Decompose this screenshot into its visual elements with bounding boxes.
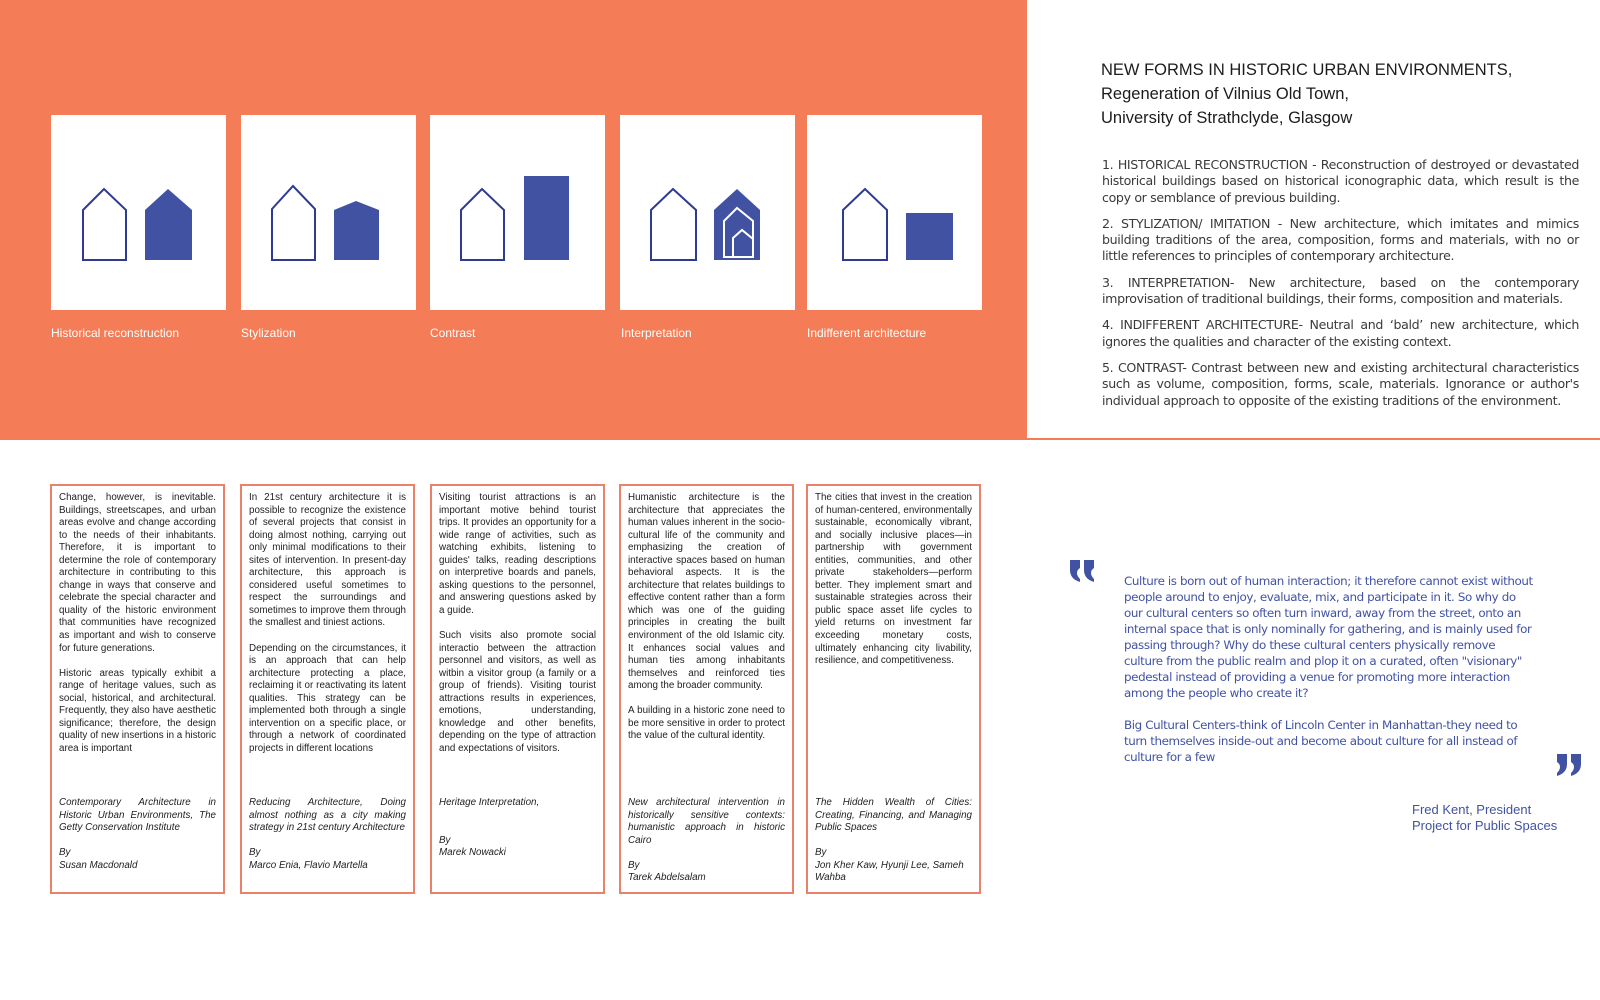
house-outline-and-tall-block-icon — [430, 115, 605, 310]
reading-paragraph: Visiting tourist attractions is an important motive behind tourist trips. It provides an opportunity for a wide range of activities, such as watching exhibits, listening to guides' talks, reading descriptions on interpretive boards and panels, asking questions to the personnel, and answering questions asked by a guide. — [439, 492, 596, 616]
definition-item: 2. STYLIZATION/ IMITATION - New architecture, which imitates and mimics building traditions of the area, composition, forms and materials, with no or little references to principles of contemporary architecture. — [1102, 215, 1579, 264]
reading-paragraph: A building in a historic zone need to be more sensitive in order to protect the value of the cultural identity. — [628, 705, 785, 742]
title-line: NEW FORMS IN HISTORIC URBAN ENVIRONMENTS, — [1101, 61, 1513, 79]
reading-author: Susan Macdonald — [59, 859, 138, 871]
reading-paragraph: In 21st century architecture it is possible to recognize the existence of several projects that consist in doing almost nothing, carrying out only minimal modifications to their sites of intervention. In present-day architecture, this approach is considered useful sometimes to respect the surroundings and sometimes to improve them through the smallest and tiniest actions. — [249, 492, 406, 629]
definition-item: 4. INDIFFERENT ARCHITECTURE- Neutral and ‘bald’ new architecture, which ignores the qualities and character of the existing context. — [1102, 317, 1579, 349]
definition-item: 1. HISTORICAL RECONSTRUCTION - Reconstruction of destroyed or devastated historical buildings based on historical iconographic data, which result is the copy or semblance of previous building. — [1102, 157, 1579, 205]
card-stylization — [241, 115, 416, 310]
definition-item: 3. INTERPRETATION- New architecture, based on the contemporary improvisation of traditional buildings, their forms, composition and materials. — [1102, 274, 1579, 307]
card-label: Contrast — [430, 326, 476, 340]
reading-source: Reducing Architecture, Doing almost nothing as a city making strategy in 21st century Architecture — [249, 797, 406, 834]
reading-by: By — [815, 847, 827, 859]
reading-paragraph: Such visits also promote social interactio between the attraction personnel and visitors, as well as witbin a visitor group (a family or a group of friends). Visiting tourist attractions results in experiences, emotions, understanding, knowledge and other benefits, depending on the type of attraction and expectations of visitors. — [439, 629, 596, 754]
reading-paragraph: The cities that invest in the creation of human-centered, environmentally sustainable, economically vibrant, and socially inclusive places—in partnership with government entities, communities, and other private stakeholders—perform better. They implement smart and sustainable strategies across their public space asset life cycles to yield returns on investment far exceeding monetary costs, ultimately enhancing city livability, resilience, and competitiveness. — [815, 492, 972, 667]
attribution-line: Fred Kent, President — [1412, 802, 1532, 817]
reading-source: Heritage Interpretation, — [439, 797, 540, 808]
quote-paragraph: Big Cultural Centers-think of Lincoln Center in Manhattan-they need to turn themselves inside-out and become about culture for all instead of culture for a few — [1124, 718, 1518, 764]
reading-source: New architectural intervention in historically sensitive contexts: humanistic approach in historic Cairo — [628, 797, 785, 846]
pull-quote — [1124, 573, 1534, 781]
card-label: Historical reconstruction — [51, 326, 180, 340]
reading-citation — [249, 797, 406, 872]
quote-paragraph: Culture is born out of human interaction; it therefore cannot exist without people around to enjoy, evaluate, mix, and participate in it. So why do our cultural centers so often turn inward, away from the street, onto an internal space that is only nominally for gathering, and is mainly used for passing through? Why do these cultural centers physically remove culture from the public realm and plop it on a curated, often "visionary" pedestal instead of providing a venue for promoting more interaction among the people who create it? — [1124, 574, 1533, 700]
reading-citation — [628, 797, 785, 885]
reading-author: Marco Enia, Flavio Martella — [249, 859, 368, 871]
reading-author: Jon Kher Kaw, Hyunji Lee, Sameh Wahba — [815, 859, 964, 884]
reading-author: Tarek Abdelsalam — [628, 872, 706, 884]
reading-box — [240, 484, 415, 894]
quote-attribution — [1412, 802, 1557, 834]
attribution-line: Project for Public Spaces — [1412, 818, 1558, 833]
page-title — [1101, 58, 1512, 130]
reading-box — [430, 484, 605, 894]
house-outline-and-filled-house-icon — [51, 115, 226, 310]
reading-paragraph: Humanistic architecture is the architecture that appreciates the human values inherent in the socio-cultural life of the community and emphasizing the creation of interactive spaces based on human behavioral aspects. It is the architecture that relates buildings to effective content rather than a form which was one of the guiding principles in creating the built environment of the old Islamic city. It enhances social values and human ties among inhabitants themselves and reinforced ties among the broader community. — [628, 492, 785, 692]
reading-by: By — [59, 847, 71, 859]
card-label: Stylization — [241, 326, 296, 340]
definition-item: 5. CONTRAST- Contrast between new and existing architectural characteristics such as volume, composition, forms, scale, materials. Ignorance or author's individual approach to opposite of the existing traditions of the environment. — [1102, 359, 1579, 408]
reading-paragraph: Change, however, is inevitable. Buildings, streetscapes, and urban areas evolve and change according to the needs of their inhabitants. Therefore, it is important to determine the role of contemporary architecture in contributing to this change in ways that conserve and celebrate the special character and quality of the historic environment that communities have recognized as important and wish to conserve for future generations. — [59, 492, 216, 654]
reading-source: Contemporary Architecture in Historic Urban Environments, The Getty Conservation Institute — [59, 797, 216, 834]
house-outline-and-square-block-icon — [807, 115, 982, 310]
reading-citation — [815, 797, 972, 885]
reading-citation — [439, 797, 596, 860]
card-historical-reconstruction — [51, 115, 226, 310]
card-label: Indifferent architecture — [807, 326, 927, 340]
reading-paragraph: Depending on the circumstances, it is an approach that can help architecture protecting a place, reclaiming it or reactivating its latent qualities. This strategy can be implemented both through a single intervention on a specific place, or through a network of coordinated projects in different locations — [249, 642, 406, 754]
card-contrast — [430, 115, 605, 310]
reading-by: By — [249, 847, 261, 859]
reading-box — [619, 484, 794, 894]
card-indifferent-architecture — [807, 115, 982, 310]
divider-line — [1027, 438, 1600, 440]
house-outline-and-nested-house-icon — [620, 115, 795, 310]
reading-source: The Hidden Wealth of Cities: Creating, Financing, and Managing Public Spaces — [815, 797, 972, 834]
reading-paragraph: Historic areas typically exhibit a range of heritage values, such as social, historical, and architectural. Frequently, they also have aesthetic significance; therefore, the design quality of new insertions in a historic area is important — [59, 667, 216, 754]
reading-box — [806, 484, 981, 894]
definitions-list — [1102, 157, 1579, 419]
reading-by: By — [628, 859, 640, 871]
reading-citation — [59, 797, 216, 872]
open-quote-icon — [1068, 558, 1098, 598]
reading-by: By — [439, 834, 451, 846]
reading-box — [50, 484, 225, 894]
card-interpretation — [620, 115, 795, 310]
title-line: Regeneration of Vilnius Old Town, — [1101, 85, 1349, 103]
reading-author: Marek Nowacki — [439, 847, 506, 859]
house-outline-and-low-filled-house-icon — [241, 115, 416, 310]
close-quote-icon — [1555, 752, 1585, 792]
card-label: Interpretation — [621, 326, 692, 340]
title-line: University of Strathclyde, Glasgow — [1101, 109, 1353, 127]
